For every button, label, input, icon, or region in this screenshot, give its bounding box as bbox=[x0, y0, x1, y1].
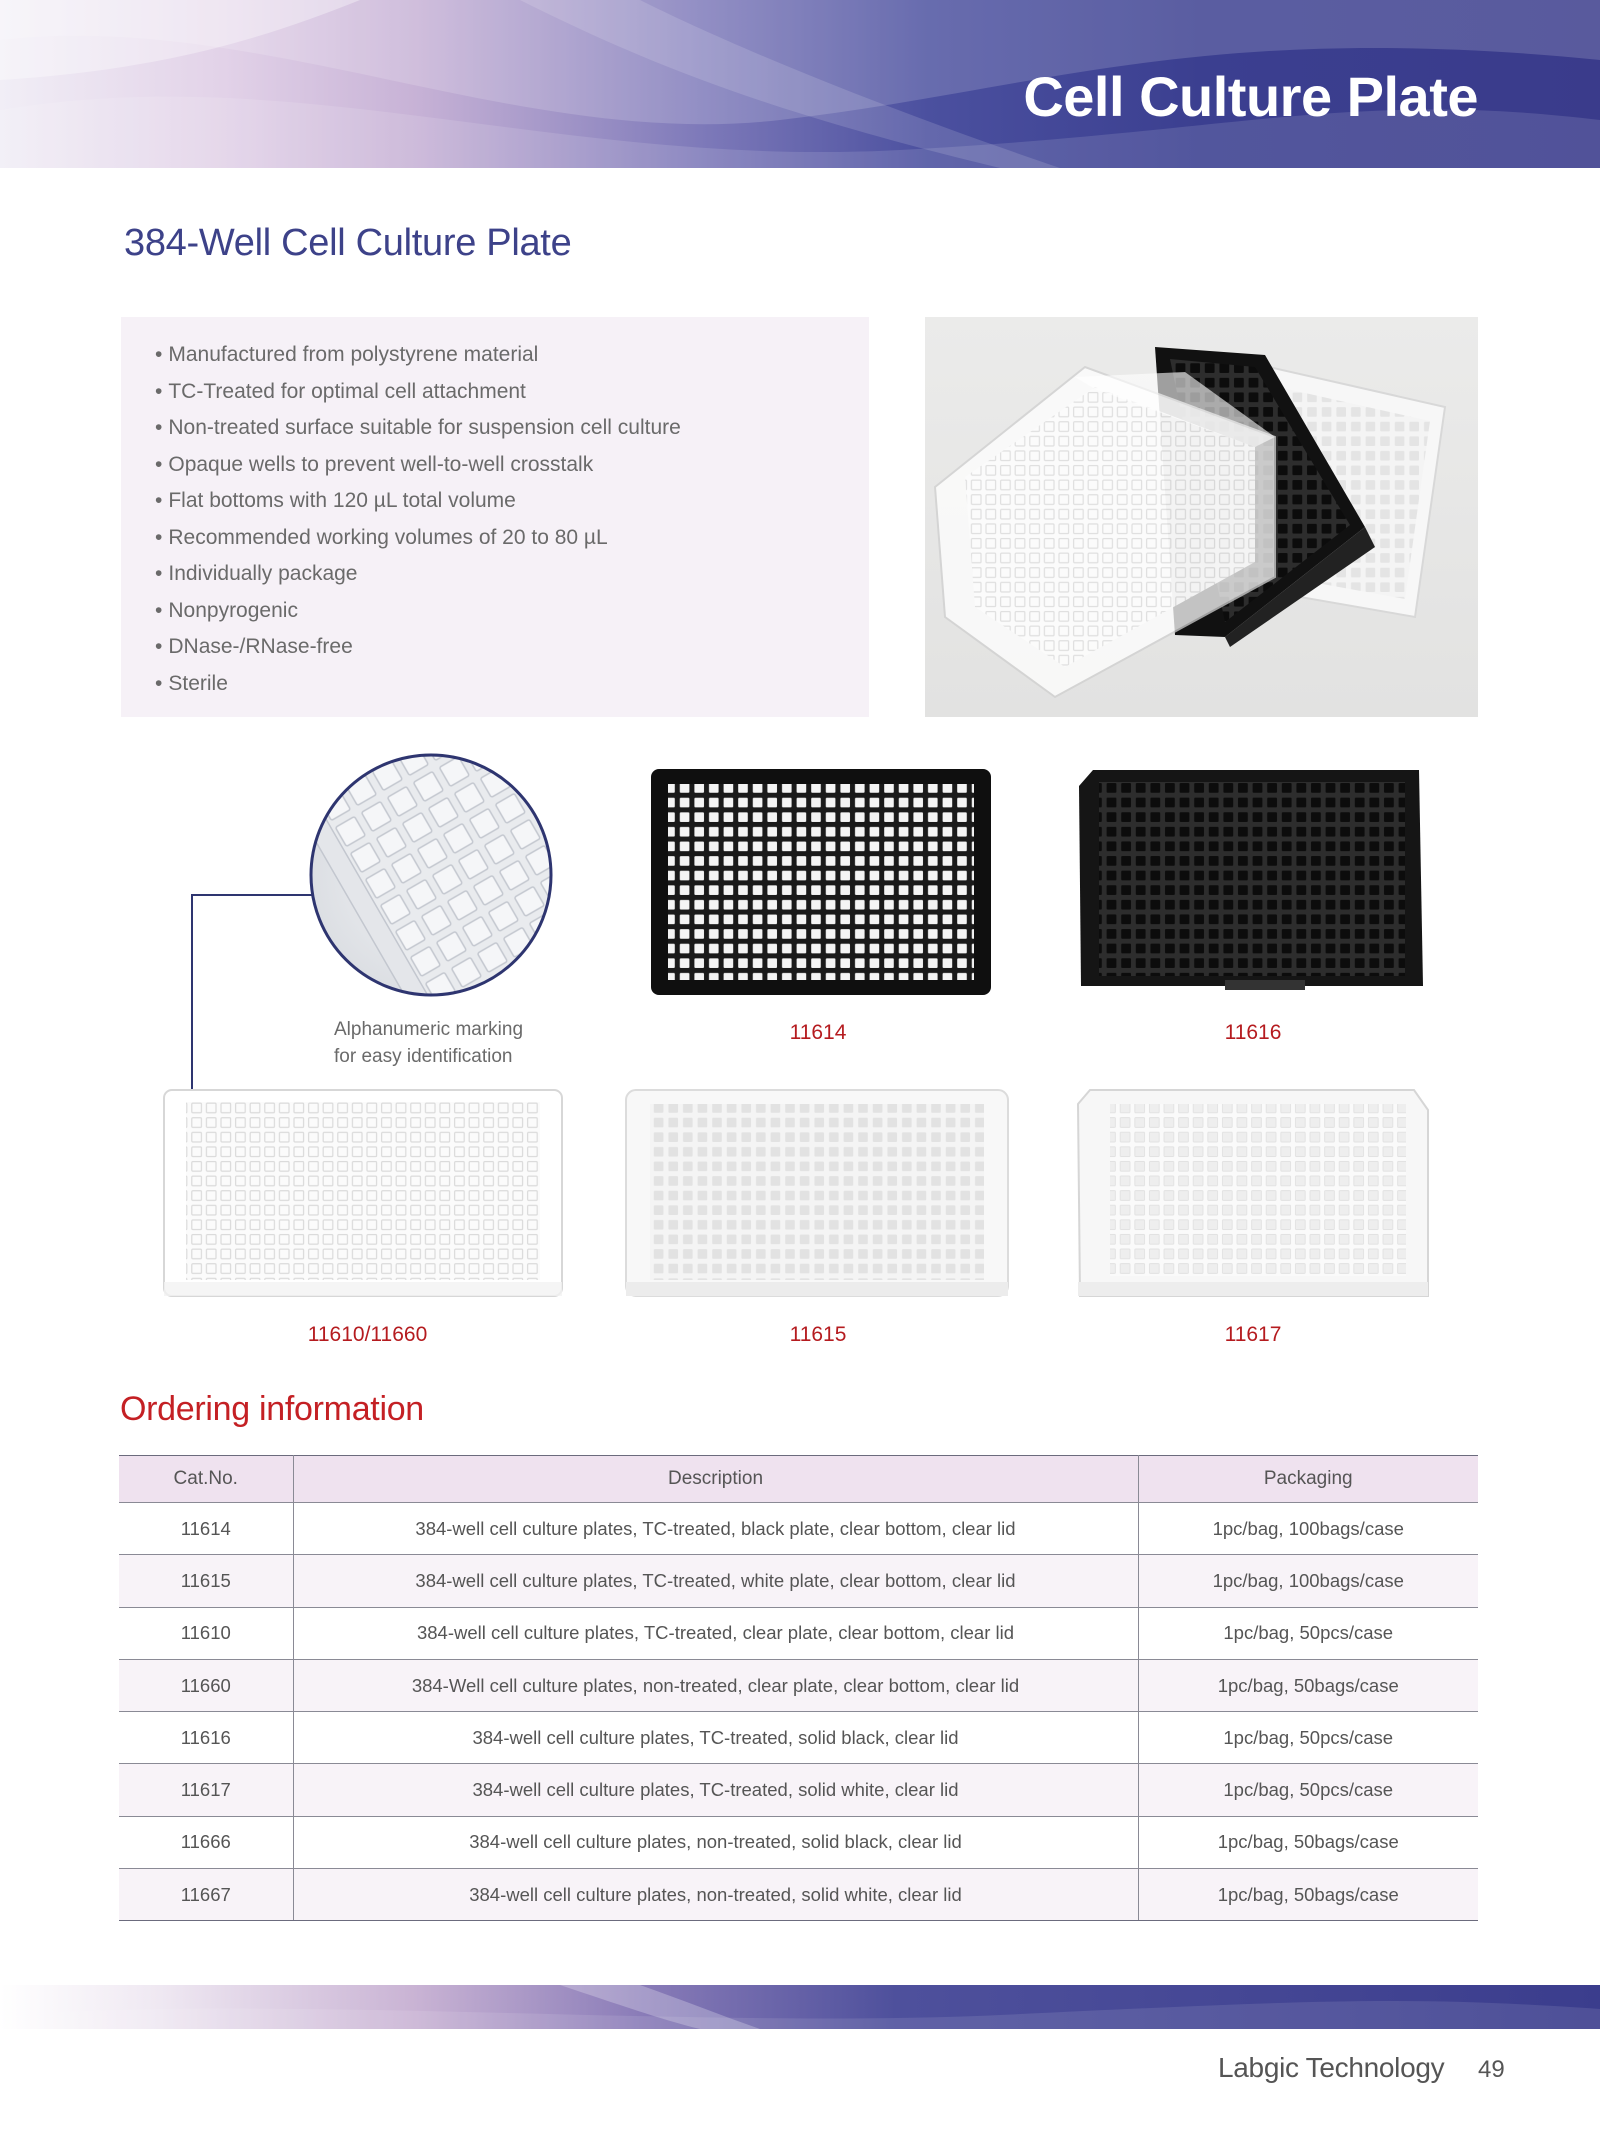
product-image-11615 bbox=[622, 1086, 1012, 1302]
feature-item: • TC-Treated for optimal cell attachment bbox=[155, 374, 869, 411]
table-row bbox=[119, 1869, 1478, 1921]
table-row bbox=[119, 1607, 1478, 1659]
cell-cat-no: 11614 bbox=[119, 1503, 293, 1555]
cell-cat-no: 11615 bbox=[119, 1555, 293, 1607]
footer-waves bbox=[0, 1985, 1600, 2029]
cell-packaging: 1pc/bag, 50pcs/case bbox=[1138, 1764, 1478, 1816]
page-header-title: Cell Culture Plate bbox=[1023, 65, 1478, 128]
cell-description: 384-well cell culture plates, TC-treated, white plate, clear bottom, clear lid bbox=[293, 1555, 1138, 1607]
cell-description: 384-well cell culture plates, non-treated, solid black, clear lid bbox=[293, 1816, 1138, 1868]
cell-packaging: 1pc/bag, 50bags/case bbox=[1138, 1869, 1478, 1921]
section-title: 384-Well Cell Culture Plate bbox=[124, 222, 572, 264]
table-row bbox=[119, 1555, 1478, 1607]
plates-stack-illustration bbox=[925, 317, 1478, 717]
product-image-11610-11660 bbox=[160, 1086, 566, 1302]
product-image-11617 bbox=[1074, 1086, 1434, 1302]
cell-description: 384-well cell culture plates, TC-treated, black plate, clear bottom, clear lid bbox=[293, 1503, 1138, 1555]
column-header-cat-no: Cat.No. bbox=[119, 1456, 293, 1503]
table-row bbox=[119, 1764, 1478, 1816]
column-header-packaging: Packaging bbox=[1138, 1456, 1478, 1503]
callout-line-1: Alphanumeric marking bbox=[334, 1019, 524, 1040]
cell-cat-no: 11617 bbox=[119, 1764, 293, 1816]
zoom-detail-image bbox=[308, 752, 554, 998]
feature-item: • Flat bottoms with 120 µL total volume bbox=[155, 483, 869, 520]
feature-item: • DNase-/RNase-free bbox=[155, 629, 869, 666]
product-image-11616 bbox=[1075, 766, 1427, 998]
product-label-11610-11660: 11610/11660 bbox=[307, 1323, 428, 1346]
cell-packaging: 1pc/bag, 50bags/case bbox=[1138, 1816, 1478, 1868]
cell-description: 384-Well cell culture plates, non-treated, clear plate, clear bottom, clear lid bbox=[293, 1659, 1138, 1711]
column-header-description: Description bbox=[293, 1456, 1138, 1503]
table-row bbox=[119, 1816, 1478, 1868]
cell-description: 384-well cell culture plates, TC-treated, solid black, clear lid bbox=[293, 1712, 1138, 1764]
table-header-row bbox=[119, 1456, 1478, 1503]
cell-cat-no: 11610 bbox=[119, 1607, 293, 1659]
footer-band bbox=[0, 1985, 1600, 2029]
feature-item: • Individually package bbox=[155, 556, 869, 593]
product-label-11616: 11616 bbox=[1224, 1021, 1282, 1044]
feature-item: • Nonpyrogenic bbox=[155, 593, 869, 630]
feature-item: • Sterile bbox=[155, 666, 869, 703]
feature-item: • Opaque wells to prevent well-to-well crosstalk bbox=[155, 447, 869, 484]
table-row bbox=[119, 1659, 1478, 1711]
cell-description: 384-well cell culture plates, non-treated, solid white, clear lid bbox=[293, 1869, 1138, 1921]
product-label-11614: 11614 bbox=[789, 1021, 847, 1044]
ordering-table bbox=[119, 1455, 1478, 1921]
cell-packaging: 1pc/bag, 50bags/case bbox=[1138, 1659, 1478, 1711]
table-row bbox=[119, 1503, 1478, 1555]
cell-packaging: 1pc/bag, 50pcs/case bbox=[1138, 1712, 1478, 1764]
hero-product-photo bbox=[925, 317, 1478, 717]
footer-brand: Labgic Technology bbox=[1218, 2052, 1445, 2083]
product-label-11617: 11617 bbox=[1224, 1323, 1282, 1346]
cell-packaging: 1pc/bag, 100bags/case bbox=[1138, 1503, 1478, 1555]
header-banner bbox=[0, 0, 1600, 168]
table-row bbox=[119, 1712, 1478, 1764]
cell-cat-no: 11616 bbox=[119, 1712, 293, 1764]
callout-line-2: for easy identification bbox=[334, 1046, 513, 1067]
product-label-11615: 11615 bbox=[789, 1323, 847, 1346]
cell-packaging: 1pc/bag, 100bags/case bbox=[1138, 1555, 1478, 1607]
cell-cat-no: 11660 bbox=[119, 1659, 293, 1711]
cell-packaging: 1pc/bag, 50pcs/case bbox=[1138, 1607, 1478, 1659]
page-number: 49 bbox=[1478, 2056, 1505, 2083]
feature-list bbox=[121, 317, 869, 717]
callout-caption bbox=[334, 1016, 523, 1070]
feature-item: • Manufactured from polystyrene material bbox=[155, 337, 869, 374]
feature-item: • Non-treated surface suitable for suspension cell culture bbox=[155, 410, 869, 447]
ordering-title: Ordering information bbox=[120, 1390, 424, 1428]
cell-description: 384-well cell culture plates, TC-treated, solid white, clear lid bbox=[293, 1764, 1138, 1816]
product-image-11614 bbox=[648, 766, 994, 998]
feature-item: • Recommended working volumes of 20 to 80 µL bbox=[155, 520, 869, 557]
cell-cat-no: 11666 bbox=[119, 1816, 293, 1868]
cell-cat-no: 11667 bbox=[119, 1869, 293, 1921]
cell-description: 384-well cell culture plates, TC-treated, clear plate, clear bottom, clear lid bbox=[293, 1607, 1138, 1659]
